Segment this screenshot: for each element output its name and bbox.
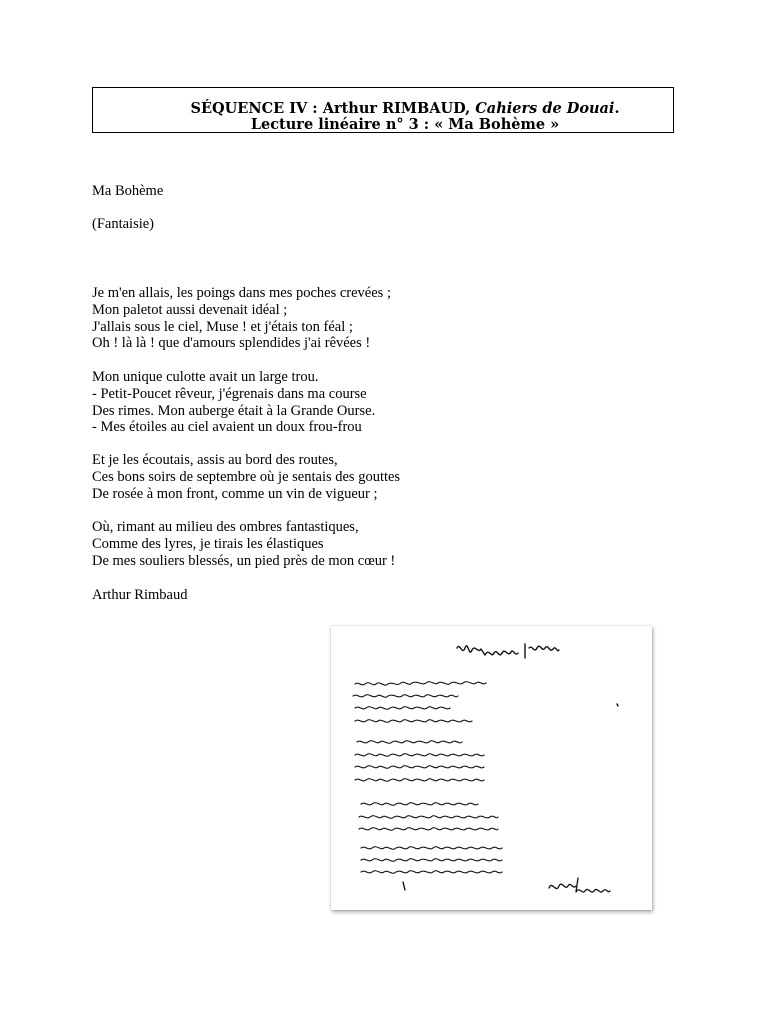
poem-line: Comme des lyres, je tirais les élastiques (92, 535, 324, 552)
header-subtitle: Lecture linéaire n° 3 : « Ma Bohème » (250, 116, 560, 133)
poem-author: Arthur Rimbaud (92, 587, 188, 603)
stanza-2 (92, 369, 375, 436)
poem-subtitle: (Fantaisie) (92, 216, 155, 232)
stanza-1 (92, 285, 391, 352)
handwriting-drawing (331, 626, 652, 910)
poem-line: Oh ! là là ! que d'amours splendides j'ai rêvées ! (92, 335, 371, 352)
stanza-3 (92, 452, 400, 502)
poem-title: Ma Bohème (92, 183, 164, 199)
poem-line: Ces bons soirs de septembre où je sentais des gouttes (92, 468, 401, 485)
stanza-4 (92, 519, 395, 569)
poem-line: J'allais sous le ciel, Muse ! et j'étais ton féal ; (92, 318, 353, 335)
poem-line: Mon unique culotte avait un large trou. (92, 369, 319, 385)
poem-line: Et je les écoutais, assis au bord des routes, (92, 452, 338, 468)
poem-line: - Petit-Poucet rêveur, j'égrenais dans ma course (92, 385, 367, 402)
poem-line: Des rimes. Mon auberge était à la Grande Ourse. (92, 402, 376, 419)
manuscript-image (331, 626, 652, 910)
poem-line: De mes souliers blessés, un pied près de mon cœur ! (92, 552, 396, 569)
header-box (92, 87, 674, 133)
header-title: SÉQUENCE IV : Arthur RIMBAUD, Cahiers de Douai. (190, 100, 620, 117)
poem-line: De rosée à mon front, comme un vin de vigueur ; (92, 485, 378, 502)
poem-line: Je m'en allais, les poings dans mes poches crevées ; (92, 285, 391, 301)
poem-line: - Mes étoiles au ciel avaient un doux frou-frou (92, 419, 362, 436)
poem-line: Où, rimant au milieu des ombres fantastiques, (92, 519, 359, 535)
poem-line: Mon paletot aussi devenait idéal ; (92, 301, 288, 318)
header-title-italic: Cahiers de Douai (475, 100, 615, 117)
